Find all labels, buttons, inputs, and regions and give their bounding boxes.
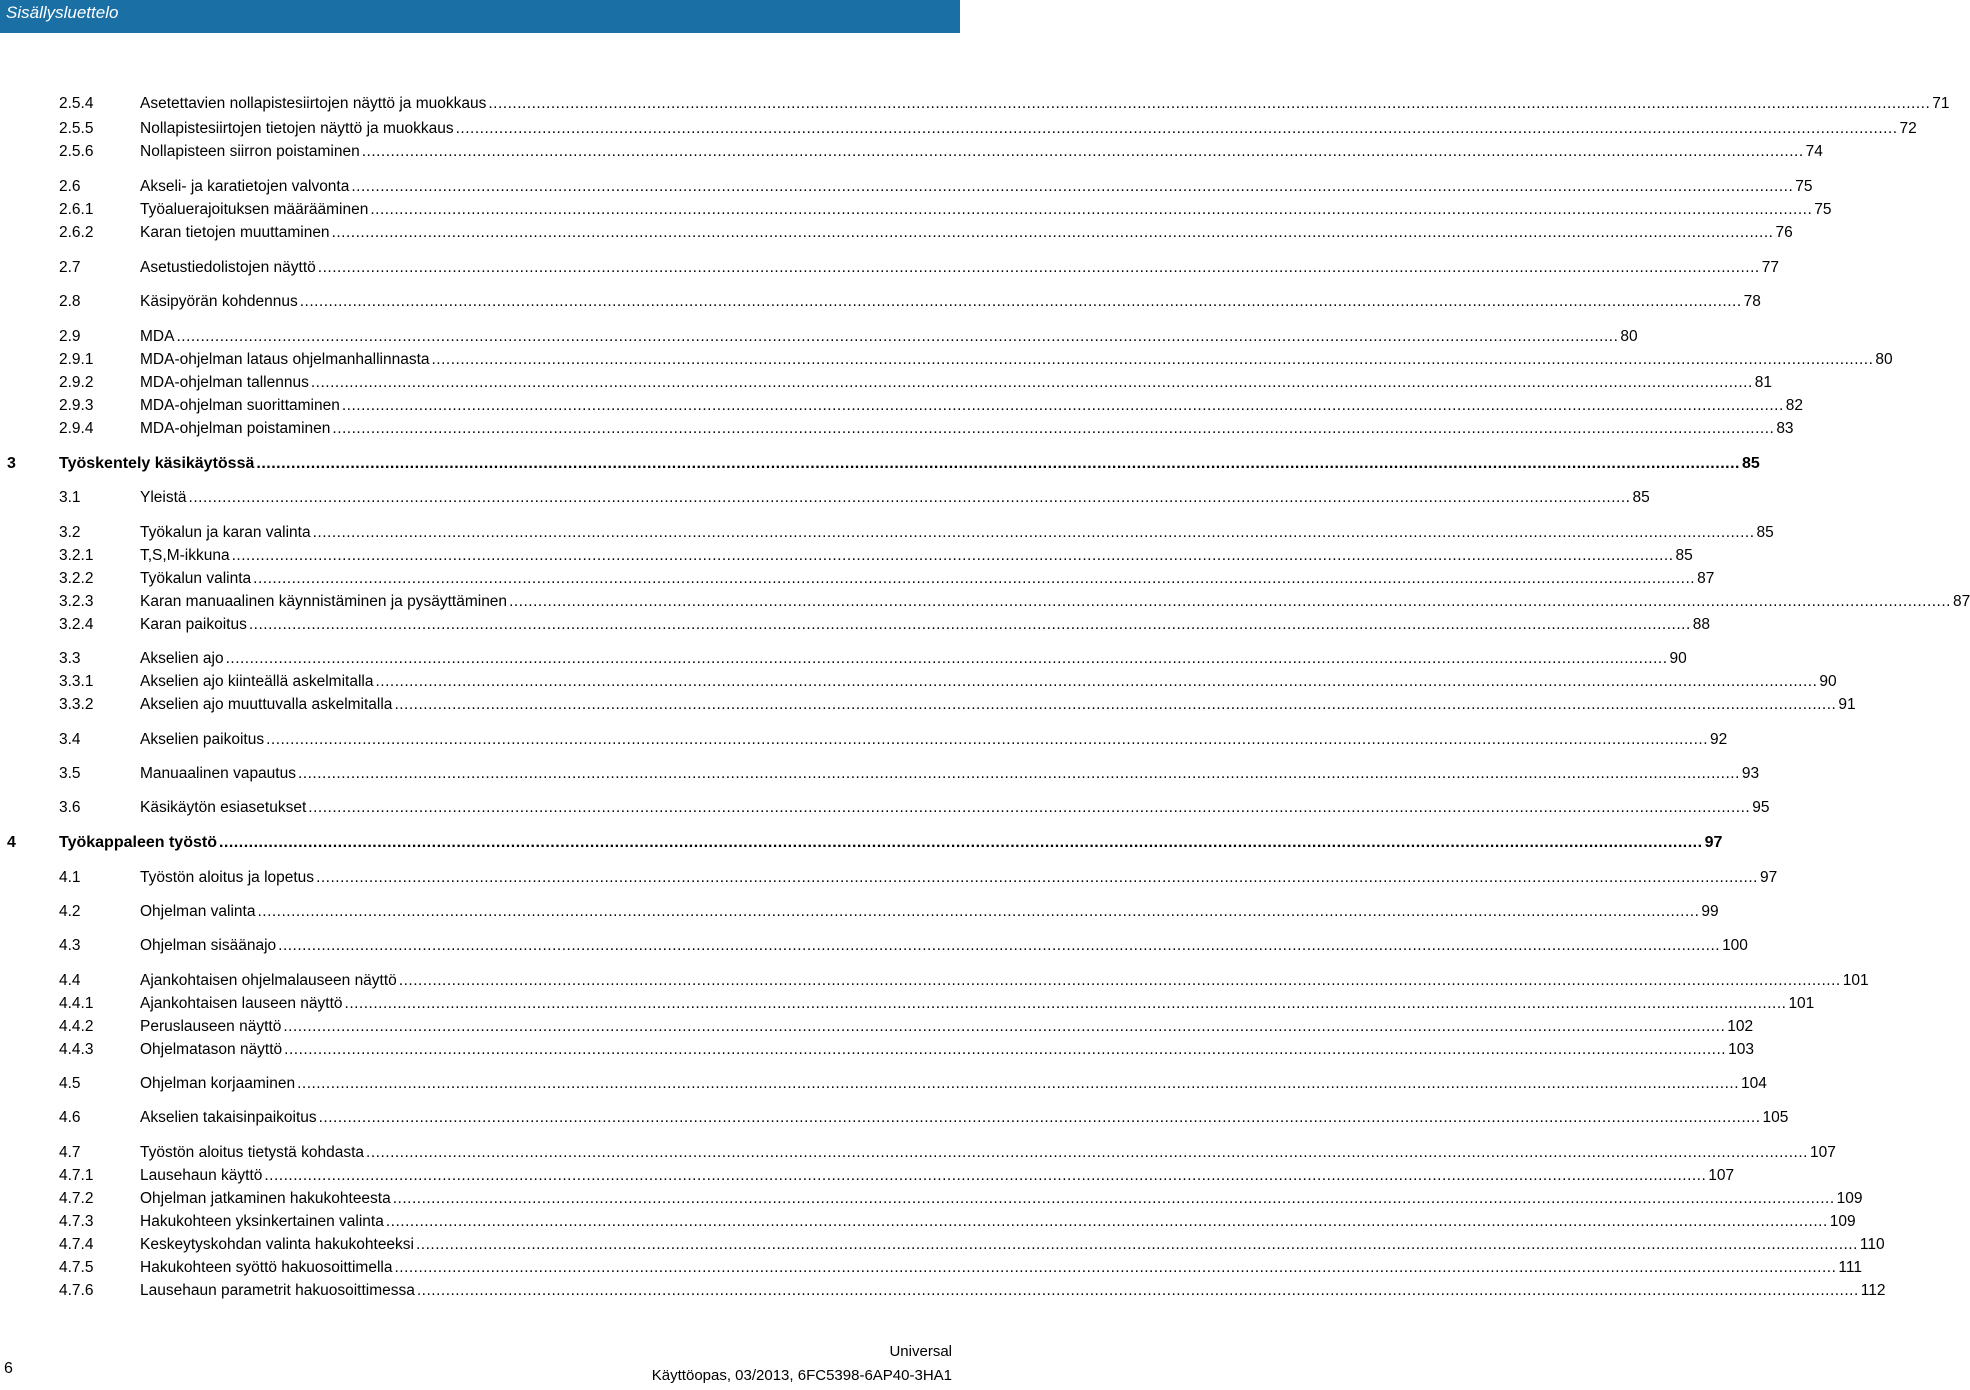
toc-entry-page: 75 <box>1814 201 1832 218</box>
toc-entry-number: 4 <box>7 834 16 851</box>
toc-entry-label: Karan manuaalinen käynnistäminen ja pysäyttäminen <box>140 593 508 610</box>
toc-entry-number: 3.5 <box>59 765 81 782</box>
toc-dot-leader: ............................................................................................................................................................................................................................................................................................................ <box>316 869 1758 886</box>
toc-entry-label: Käsipyörän kohdennus <box>140 293 298 310</box>
toc-entry-label: Käsikäytön esiasetukset <box>140 799 307 816</box>
toc-entry-number: 4.7.5 <box>59 1259 94 1276</box>
toc-entry-label: Akselien ajo <box>140 650 224 667</box>
toc-entry-label: Ohjelman sisäänajo <box>140 937 277 954</box>
toc-entry-page: 74 <box>1805 143 1823 160</box>
toc-entry-page: 99 <box>1701 903 1719 920</box>
toc-dot-leader: ............................................................................................................................................................................................................................................................................................................ <box>392 1190 1835 1207</box>
toc-entry-number: 2.8 <box>59 293 81 310</box>
toc-entry-page: 80 <box>1875 351 1893 368</box>
toc-entry-label: Ohjelman korjaaminen <box>140 1075 296 1092</box>
toc-dot-leader: ............................................................................................................................................................................................................................................................................................................ <box>253 570 1696 587</box>
toc-entry-page: 103 <box>1728 1041 1754 1058</box>
toc-entry-page: 111 <box>1838 1259 1862 1276</box>
toc-entry-label: Työstön aloitus ja lopetus <box>140 869 315 886</box>
toc-entry[interactable] <box>0 1188 1863 1210</box>
toc-entry-label: Asetustiedolistojen näyttö <box>140 259 316 276</box>
toc-entry-number: 2.7 <box>59 259 81 276</box>
toc-entry-number: 4.3 <box>59 937 81 954</box>
toc-entry-label: T,S,M-ikkuna <box>140 547 230 564</box>
toc-entry[interactable] <box>0 118 1917 140</box>
toc-dot-leader: ............................................................................................................................................................................................................................................................................................................ <box>394 696 1837 713</box>
toc-entry-number: 3.3 <box>59 650 81 667</box>
toc-entry-number: 2.9.4 <box>59 420 94 437</box>
toc-entry-label: Lausehaun käyttö <box>140 1167 263 1184</box>
toc-entry-page: 78 <box>1743 293 1761 310</box>
toc-entry-label: Työkappaleen työstö <box>59 834 217 851</box>
toc-entry[interactable] <box>0 1234 1885 1256</box>
toc-entry-page: 100 <box>1722 937 1748 954</box>
toc-dot-leader: ............................................................................................................................................................................................................................................................................................................ <box>176 328 1619 345</box>
toc-dot-leader: ............................................................................................................................................................................................................................................................................................................ <box>317 259 1760 276</box>
toc-entry-page: 85 <box>1741 455 1760 472</box>
toc-dot-leader: ............................................................................................................................................................................................................................................................................................................ <box>332 420 1775 437</box>
toc-entry[interactable] <box>0 614 1711 636</box>
toc-entry[interactable] <box>0 1142 1836 1164</box>
toc-entry-number: 4.6 <box>59 1109 81 1126</box>
toc-dot-leader: ............................................................................................................................................................................................................................................................................................................ <box>297 765 1740 782</box>
toc-entry-label: Akseli- ja karatietojen valvonta <box>140 178 350 195</box>
toc-dot-leader: ............................................................................................................................................................................................................................................................................................................ <box>341 397 1784 414</box>
toc-entry[interactable] <box>0 418 1794 440</box>
toc-entry[interactable] <box>0 694 1856 716</box>
toc-entry-page: 109 <box>1836 1190 1863 1207</box>
toc-entry-page: 109 <box>1829 1213 1856 1230</box>
toc-entry-number: 2.6.1 <box>59 201 94 218</box>
toc-entry-page: 87 <box>1697 570 1715 587</box>
toc-entry[interactable] <box>0 648 1687 670</box>
toc-entry[interactable] <box>0 453 1760 475</box>
toc-entry-number: 4.2 <box>59 903 81 920</box>
toc-entry-page: 85 <box>1632 489 1650 506</box>
toc-entry[interactable] <box>0 1280 1886 1302</box>
toc-entry-number: 4.7 <box>59 1144 81 1161</box>
toc-entry-number: 4.4 <box>59 972 81 989</box>
toc-entry[interactable] <box>0 1016 1754 1038</box>
toc-entry-page: 105 <box>1762 1109 1789 1126</box>
toc-entry-label: Hakukohteen yksinkertainen valinta <box>140 1213 384 1230</box>
toc-entry-page: 85 <box>1756 524 1774 541</box>
toc-entry-label: Akselien paikoitus <box>140 731 265 748</box>
toc-entry-label: MDA-ohjelman tallennus <box>140 374 309 391</box>
toc-entry-number: 2.9.2 <box>59 374 94 391</box>
toc-entry-label: Lausehaun parametrit hakuosoittimessa <box>140 1282 415 1299</box>
toc-entry-page: 80 <box>1620 328 1638 345</box>
toc-entry-page: 92 <box>1710 731 1728 748</box>
page-title: Sisällysluettelo <box>6 3 119 22</box>
toc-dot-leader: ............................................................................................................................................................................................................................................................................................................ <box>416 1282 1859 1299</box>
toc-entry-page: 101 <box>1842 972 1869 989</box>
toc-entry-label: Manuaalinen vapautus <box>140 765 296 782</box>
toc-dot-leader: ............................................................................................................................................................................................................................................................................................................ <box>361 143 1804 160</box>
toc-dot-leader: ............................................................................................................................................................................................................................................................................................................ <box>284 1041 1727 1058</box>
toc-entry-label: Nollapistesiirtojen tietojen näyttö ja muokkaus <box>140 120 454 137</box>
toc-dot-leader: ............................................................................................................................................................................................................................................................................................................ <box>398 972 1841 989</box>
toc-entry-label: Työkalun ja karan valinta <box>140 524 311 541</box>
toc-entry[interactable] <box>0 522 1774 544</box>
toc-entry-label: Keskeytyskohdan valinta hakukohteeksi <box>140 1236 414 1253</box>
footer-doc-info: Käyttöopas, 03/2013, 6FC5398-6AP40-3HA1 <box>651 1367 952 1384</box>
toc-entry-page: 87 <box>1952 593 1970 610</box>
toc-dot-leader: ............................................................................................................................................................................................................................................................................................................ <box>188 489 1631 506</box>
toc-entry-label: Ohjelman valinta <box>140 903 256 920</box>
toc-entry-page: 81 <box>1754 374 1773 391</box>
toc-entry-number: 2.5.4 <box>59 95 94 112</box>
toc-dot-leader: ............................................................................................................................................................................................................................................................................................................ <box>248 616 1691 633</box>
toc-dot-leader: ............................................................................................................................................................................................................................................................................................................ <box>366 1144 1808 1161</box>
toc-entry[interactable] <box>0 326 1638 348</box>
toc-entry-page: 75 <box>1795 178 1813 195</box>
toc-entry-page: 97 <box>1704 834 1723 851</box>
toc-entry[interactable] <box>0 291 1761 313</box>
toc-entry-label: Ohjelmatason näyttö <box>140 1041 283 1058</box>
toc-entry[interactable] <box>0 545 1693 567</box>
toc-entry[interactable] <box>0 176 1813 198</box>
toc-entry-page: 83 <box>1776 420 1794 437</box>
toc-entry[interactable] <box>0 671 1837 693</box>
toc-entry-page: 101 <box>1788 995 1815 1012</box>
toc-entry-label: Työskentely käsikäytössä <box>59 455 255 472</box>
toc-entry[interactable] <box>0 832 1723 854</box>
toc-entry[interactable] <box>0 1107 1789 1129</box>
toc-entry-page: 104 <box>1741 1075 1767 1092</box>
toc-entry-number: 4.7.6 <box>59 1282 94 1299</box>
toc-dot-leader: ............................................................................................................................................................................................................................................................................................................ <box>225 650 1668 667</box>
toc-entry-page: 102 <box>1727 1018 1754 1035</box>
toc-entry[interactable] <box>0 591 1970 613</box>
toc-entry[interactable] <box>0 568 1715 590</box>
toc-entry-label: Ajankohtaisen ohjelmalauseen näyttö <box>140 972 397 989</box>
toc-dot-leader: ............................................................................................................................................................................................................................................................................................................ <box>385 1213 1828 1230</box>
toc-entry[interactable] <box>0 1211 1856 1233</box>
toc-entry-label: Ajankohtaisen lauseen näyttö <box>140 995 343 1012</box>
toc-dot-leader: ............................................................................................................................................................................................................................................................................................................ <box>218 834 1703 851</box>
toc-dot-leader: ............................................................................................................................................................................................................................................................................................................ <box>257 903 1700 920</box>
toc-entry-number: 2.5.5 <box>59 120 94 137</box>
toc-entry[interactable] <box>0 93 1950 115</box>
toc-entry[interactable] <box>0 199 1832 221</box>
toc-entry-label: Hakukohteen syöttö hakuosoittimella <box>140 1259 393 1276</box>
toc-dot-leader: ............................................................................................................................................................................................................................................................................................................ <box>299 293 1742 310</box>
toc-entry[interactable] <box>0 222 1793 244</box>
toc-entry[interactable] <box>0 141 1823 163</box>
toc-entry-page: 112 <box>1860 1282 1886 1299</box>
toc-entry-number: 4.5 <box>59 1075 81 1092</box>
toc-entry-label: MDA-ohjelman lataus ohjelmanhallinnasta <box>140 351 430 368</box>
toc-entry-page: 71 <box>1932 95 1950 112</box>
toc-entry-number: 4.7.4 <box>59 1236 94 1253</box>
toc-entry[interactable] <box>0 935 1748 957</box>
toc-entry-label: MDA <box>140 328 175 345</box>
toc-entry-page: 72 <box>1899 120 1917 137</box>
footer-product: Universal <box>889 1343 952 1360</box>
toc-entry[interactable] <box>0 797 1770 819</box>
toc-entry-label: Työkalun valinta <box>140 570 252 587</box>
page-number: 6 <box>4 1360 13 1377</box>
toc-dot-leader: ............................................................................................................................................................................................................................................................................................................ <box>318 1109 1761 1126</box>
toc-entry-number: 2.9.3 <box>59 397 94 414</box>
toc-entry-number: 3.2.1 <box>59 547 94 564</box>
toc-entry-number: 3.2 <box>59 524 81 541</box>
toc-entry-number: 3.1 <box>59 489 81 506</box>
toc-dot-leader: ............................................................................................................................................................................................................................................................................................................ <box>283 1018 1726 1035</box>
toc-entry-label: Ohjelman jatkaminen hakukohteesta <box>140 1190 391 1207</box>
toc-entry[interactable] <box>0 1039 1754 1061</box>
toc-entry-page: 88 <box>1692 616 1711 633</box>
toc-entry[interactable] <box>0 349 1893 371</box>
toc-entry-number: 3 <box>7 455 16 472</box>
toc-entry-number: 4.7.3 <box>59 1213 94 1230</box>
toc-entry-label: Työaluerajoituksen määrääminen <box>140 201 369 218</box>
toc-entry-page: 90 <box>1819 673 1837 690</box>
toc-entry[interactable] <box>0 1073 1767 1095</box>
toc-dot-leader: ............................................................................................................................................................................................................................................................................................................ <box>416 1236 1858 1253</box>
toc-dot-leader: ............................................................................................................................................................................................................................................................................................................ <box>264 1167 1707 1184</box>
toc-entry-number: 3.6 <box>59 799 81 816</box>
toc-entry-label: Nollapisteen siirron poistaminen <box>140 143 360 160</box>
toc-dot-leader: ............................................................................................................................................................................................................................................................................................................ <box>278 937 1721 954</box>
toc-entry-label: Akselien ajo muuttuvalla askelmitalla <box>140 696 393 713</box>
toc-entry[interactable] <box>0 487 1650 509</box>
page-footer <box>0 1330 960 1390</box>
toc-dot-leader: ............................................................................................................................................................................................................................................................................................................ <box>310 374 1753 391</box>
toc-entry-page: 107 <box>1708 1167 1735 1184</box>
toc-entry-number: 2.6.2 <box>59 224 94 241</box>
toc-entry-number: 4.7.1 <box>59 1167 94 1184</box>
toc-dot-leader: ............................................................................................................................................................................................................................................................................................................ <box>394 1259 1837 1276</box>
toc-entry-page: 85 <box>1675 547 1693 564</box>
toc-dot-leader: ............................................................................................................................................................................................................................................................................................................ <box>431 351 1874 368</box>
toc-entry-number: 3.4 <box>59 731 81 748</box>
toc-entry-number: 3.3.2 <box>59 696 94 713</box>
toc-entry-label: Karan paikoitus <box>140 616 247 633</box>
toc-dot-leader: ............................................................................................................................................................................................................................................................................................................ <box>344 995 1787 1012</box>
toc-entry-page: 91 <box>1838 696 1856 713</box>
toc-dot-leader: ............................................................................................................................................................................................................................................................................................................ <box>351 178 1794 195</box>
toc-entry[interactable] <box>0 993 1815 1015</box>
toc-entry-label: Karan tietojen muuttaminen <box>140 224 330 241</box>
toc-entry[interactable] <box>0 763 1760 785</box>
toc-entry-number: 3.2.2 <box>59 570 94 587</box>
toc-dot-leader: ............................................................................................................................................................................................................................................................................................................ <box>297 1075 1739 1092</box>
toc-entry-number: 4.4.1 <box>59 995 94 1012</box>
toc-entry-page: 90 <box>1669 650 1687 667</box>
toc-entry-label: MDA-ohjelman suorittaminen <box>140 397 340 414</box>
toc-entry-number: 2.6 <box>59 178 81 195</box>
toc-entry-page: 110 <box>1859 1236 1885 1253</box>
toc-entry-page: 97 <box>1759 869 1778 886</box>
toc-entry-number: 3.3.1 <box>59 673 94 690</box>
toc-entry-label: Peruslauseen näyttö <box>140 1018 282 1035</box>
toc-dot-leader: ............................................................................................................................................................................................................................................................................................................ <box>455 120 1898 137</box>
toc-entry-label: Akselien ajo kiinteällä askelmitalla <box>140 673 374 690</box>
toc-dot-leader: ............................................................................................................................................................................................................................................................................................................ <box>266 731 1708 748</box>
toc-entry-number: 2.9.1 <box>59 351 94 368</box>
toc-dot-leader: ............................................................................................................................................................................................................................................................................................................ <box>375 673 1818 690</box>
toc-entry[interactable] <box>0 372 1773 394</box>
toc-dot-leader: ............................................................................................................................................................................................................................................................................................................ <box>370 201 1813 218</box>
toc-entry-number: 4.1 <box>59 869 81 886</box>
toc-entry-label: Työstön aloitus tietystä kohdasta <box>140 1144 365 1161</box>
toc-entry-number: 4.4.2 <box>59 1018 94 1035</box>
toc-dot-leader: ............................................................................................................................................................................................................................................................................................................ <box>509 593 1951 610</box>
toc-entry-page: 76 <box>1775 224 1793 241</box>
toc-entry-number: 2.5.6 <box>59 143 94 160</box>
toc-dot-leader: ............................................................................................................................................................................................................................................................................................................ <box>308 799 1751 816</box>
toc-entry-number: 3.2.3 <box>59 593 94 610</box>
toc-entry-number: 4.7.2 <box>59 1190 94 1207</box>
toc-dot-leader: ............................................................................................................................................................................................................................................................................................................ <box>312 524 1755 541</box>
toc-entry-page: 77 <box>1761 259 1779 276</box>
toc-entry-label: Asetettavien nollapistesiirtojen näyttö ja muokkaus <box>140 95 487 112</box>
toc-entry[interactable] <box>0 257 1779 279</box>
toc-entry[interactable] <box>0 395 1804 417</box>
toc-entry[interactable] <box>0 867 1778 889</box>
toc-entry-label: MDA-ohjelman poistaminen <box>140 420 331 437</box>
toc-entry-label: Yleistä <box>140 489 187 506</box>
toc-entry-page: 107 <box>1809 1144 1836 1161</box>
toc-entry[interactable] <box>0 970 1869 992</box>
toc-entry-page: 93 <box>1741 765 1760 782</box>
toc-entry[interactable] <box>0 729 1728 751</box>
toc-entry-number: 3.2.4 <box>59 616 94 633</box>
page-header <box>0 0 960 33</box>
toc-entry[interactable] <box>0 901 1719 923</box>
toc-dot-leader: ............................................................................................................................................................................................................................................................................................................ <box>256 455 1740 472</box>
toc-entry-page: 95 <box>1752 799 1770 816</box>
toc-entry-page: 82 <box>1785 397 1804 414</box>
toc-entry[interactable] <box>0 1257 1862 1279</box>
toc-dot-leader: ............................................................................................................................................................................................................................................................................................................ <box>331 224 1774 241</box>
toc-entry-number: 2.9 <box>59 328 81 345</box>
toc-entry-label: Akselien takaisinpaikoitus <box>140 1109 317 1126</box>
toc-entry-number: 4.4.3 <box>59 1041 94 1058</box>
toc-dot-leader: ............................................................................................................................................................................................................................................................................................................ <box>231 547 1674 564</box>
toc-entry[interactable] <box>0 1165 1735 1187</box>
toc-dot-leader: ............................................................................................................................................................................................................................................................................................................ <box>488 95 1931 112</box>
